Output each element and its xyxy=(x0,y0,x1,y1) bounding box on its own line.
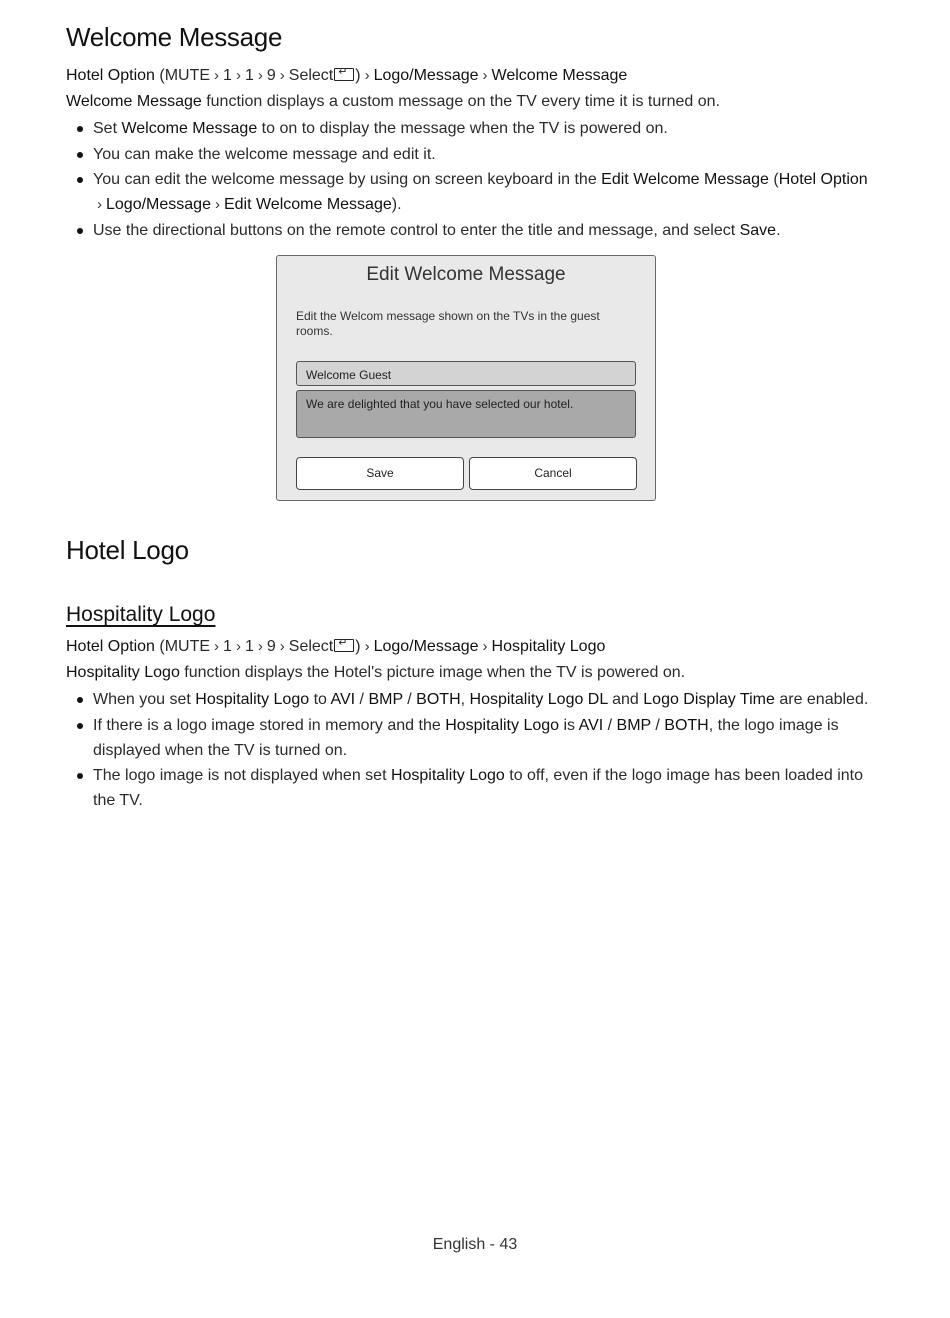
path-open: (MUTE xyxy=(154,638,211,655)
path-step: 1 xyxy=(223,67,232,84)
intro-text: function displays the Hotel's picture image when the TV is powered on. xyxy=(179,664,686,681)
hospitality-menu-path xyxy=(66,638,605,656)
path-open: (MUTE xyxy=(154,67,211,84)
path-step: 9 xyxy=(266,638,276,655)
path-menu: Logo/Message xyxy=(373,638,479,655)
path-step: 1 xyxy=(244,638,254,655)
intro-term: Welcome Message xyxy=(66,93,202,110)
path-step: 9 xyxy=(266,67,276,84)
path-menu: Logo/Message xyxy=(373,67,479,84)
path-root: Hotel Option xyxy=(66,67,155,84)
path-item: Hospitality Logo xyxy=(491,638,606,655)
path-step: 1 xyxy=(223,638,232,655)
chevron-right-icon: › xyxy=(214,638,220,655)
list-item: When you set Hospitality Logo to AVI / BMP / BOTH, Hospitality Logo DL and Logo Display Time are enabled. xyxy=(66,687,876,712)
hospitality-bullet-list xyxy=(66,687,876,814)
list-item: Use the directional buttons on the remote control to enter the title and message, and select Save. xyxy=(66,218,876,243)
page-number: English - 43 xyxy=(432,1236,518,1253)
path-select: Select xyxy=(288,638,334,655)
chevron-right-icon: › xyxy=(364,67,370,84)
chevron-right-icon: › xyxy=(235,638,241,655)
enter-key-icon xyxy=(334,68,354,81)
welcome-bullet-list xyxy=(66,116,876,243)
hospitality-logo-subheading: Hospitality Logo xyxy=(66,603,216,626)
path-close: ) xyxy=(355,67,361,84)
intro-text: function displays a custom message on the TV every time it is turned on. xyxy=(201,93,720,110)
path-select: Select xyxy=(288,67,334,84)
path-step: 1 xyxy=(244,67,254,84)
chevron-right-icon: › xyxy=(214,196,220,213)
welcome-message-heading: Welcome Message xyxy=(66,22,283,52)
list-item: If there is a logo image stored in memory and the Hospitality Logo is AVI / BMP / BOTH, the logo image is displayed when the TV is turned on. xyxy=(66,713,876,763)
list-item: The logo image is not displayed when set Hospitality Logo to off, even if the logo image has been loaded into the TV. xyxy=(66,763,876,813)
welcome-message-field[interactable]: We are delighted that you have selected our hotel. xyxy=(296,390,636,438)
dialog-description: Edit the Welcom message shown on the TVs in the guest rooms. xyxy=(296,309,600,338)
chevron-right-icon: › xyxy=(482,67,488,84)
hospitality-intro xyxy=(66,664,685,682)
list-item: Set Welcome Message to on to display the message when the TV is powered on. xyxy=(66,116,876,141)
chevron-right-icon: › xyxy=(279,638,285,655)
intro-term: Hospitality Logo xyxy=(66,664,180,681)
list-item: You can make the welcome message and edit it. xyxy=(66,142,876,167)
chevron-right-icon: › xyxy=(257,638,263,655)
welcome-menu-path xyxy=(66,67,627,85)
welcome-intro xyxy=(66,93,720,111)
path-item: Welcome Message xyxy=(491,67,628,84)
enter-key-icon xyxy=(334,639,354,652)
chevron-right-icon: › xyxy=(364,638,370,655)
path-root: Hotel Option xyxy=(66,638,155,655)
chevron-right-icon: › xyxy=(279,67,285,84)
welcome-title-field[interactable]: Welcome Guest xyxy=(296,361,636,386)
hotel-logo-heading: Hotel Logo xyxy=(66,535,189,565)
save-button[interactable]: Save xyxy=(296,457,464,490)
dialog-title: Edit Welcome Message xyxy=(366,264,566,285)
chevron-right-icon: › xyxy=(214,67,220,84)
path-close: ) xyxy=(355,638,361,655)
chevron-right-icon: › xyxy=(257,67,263,84)
chevron-right-icon: › xyxy=(235,67,241,84)
cancel-button[interactable]: Cancel xyxy=(469,457,637,490)
chevron-right-icon: › xyxy=(482,638,488,655)
edit-welcome-message-dialog xyxy=(276,255,656,501)
chevron-right-icon: › xyxy=(97,196,102,213)
list-item: You can edit the welcome message by using on screen keyboard in the Edit Welcome Message (Hotel Option› Logo/Message › Edit Welcome Message). xyxy=(66,167,876,217)
